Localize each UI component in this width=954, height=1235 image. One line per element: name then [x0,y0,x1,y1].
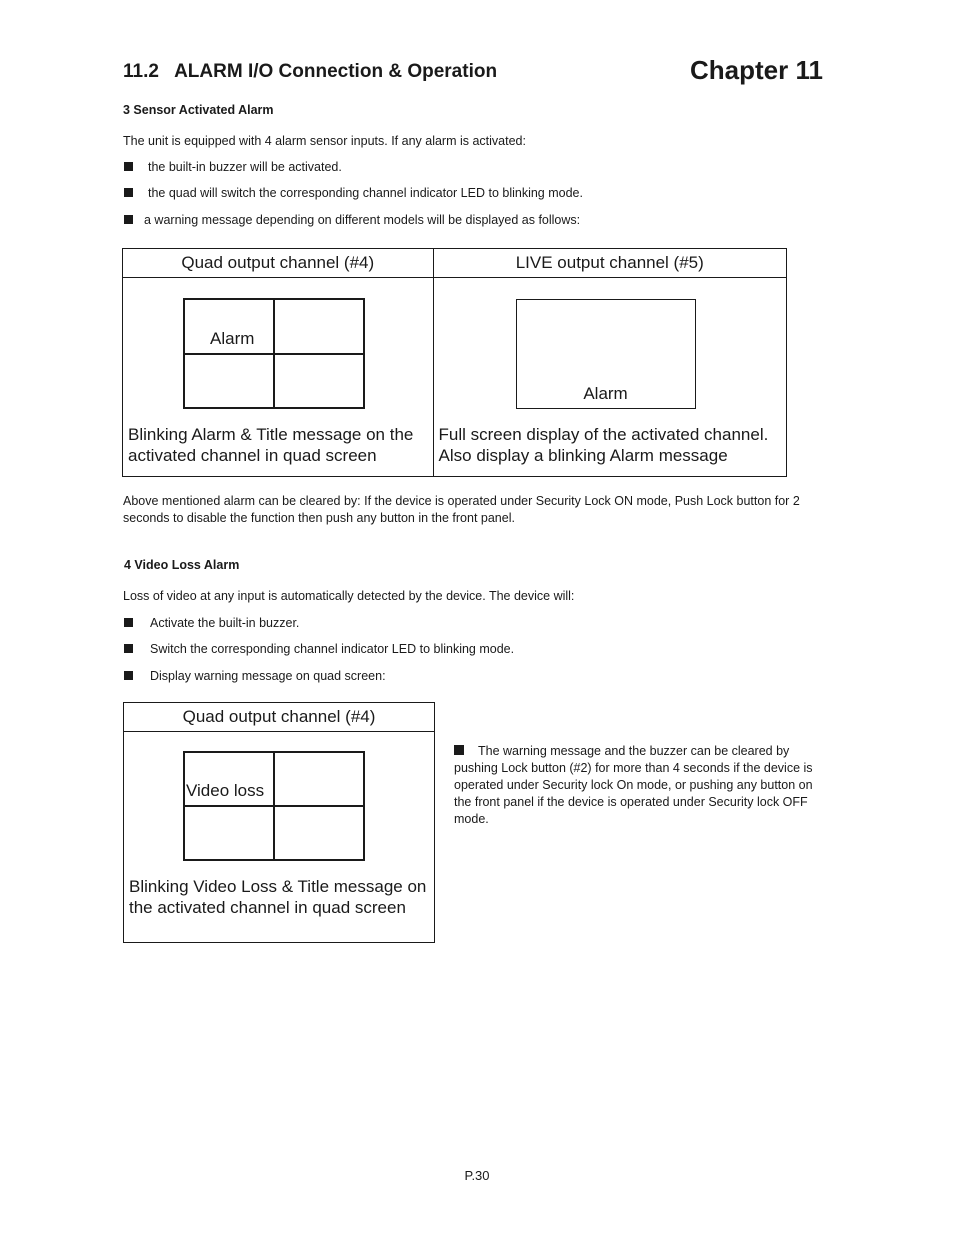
chapter-title: Chapter 11 [690,55,823,85]
video-loss-table [123,702,435,943]
bullet-square-icon [124,215,133,224]
quad-output-cell [123,278,434,477]
video-loss-intro: Loss of video at any input is automatically detected by the device. The device will: [123,589,575,603]
quad-output-caption: Blinking Alarm & Title message on the activated channel in quad screen [128,425,414,465]
video-loss-quad-header: Quad output channel (#4) [124,703,435,732]
full-screen-diagram [516,299,696,409]
video-loss-bullet-3: Display warning message on quad screen: [124,669,386,683]
sensor-bullet-1: the built-in buzzer will be activated. [124,160,342,174]
bullet-square-icon [124,644,133,653]
quad-screen-diagram [183,298,365,409]
video-loss-bullet-1: Activate the built-in buzzer. [124,616,299,630]
sensor-bullet-2: the quad will switch the corresponding channel indicator LED to blinking mode. [124,186,583,200]
sensor-alarm-table [122,248,787,477]
live-output-caption: Full screen display of the activated channel. Also display a blinking Alarm message [438,425,769,465]
full-alarm-label: Alarm [583,384,628,403]
video-loss-bullet-2: Switch the corresponding channel indicator LED to blinking mode. [124,642,514,656]
video-loss-side-note: The warning message and the buzzer can be cleared by pushing Lock button (#2) for more than 4 seconds if the device is operated under Security lock On mode, or pushing any button on the front panel if the device is operated under Security lock OFF mode. [454,744,813,826]
page-number: P.30 [464,1168,490,1183]
video-loss-quad-cell [124,732,435,943]
quad-alarm-label: Alarm [210,329,255,348]
alarm-clear-note: Above mentioned alarm can be cleared by: If the device is operated under Security Lock ON mode, Push Lock button for 2 seconds to disable the function then push any button in the front panel. [123,494,800,525]
live-output-header: LIVE output channel (#5) [433,249,786,278]
video-loss-caption: Blinking Video Loss & Title message on the activated channel in quad screen [129,877,427,917]
section-title: 11.2 ALARM I/O Connection & Operation [123,61,498,82]
video-loss-quad-diagram [183,751,365,861]
sensor-bullet-3: a warning message depending on different models will be displayed as follows: [124,213,580,227]
bullet-square-icon [124,188,133,197]
video-loss-heading: 4 Video Loss Alarm [124,558,240,572]
sensor-alarm-heading: 3 Sensor Activated Alarm [123,103,274,117]
live-output-cell [433,278,786,477]
bullet-square-icon [124,162,133,171]
quad-output-header: Quad output channel (#4) [123,249,434,278]
bullet-square-icon [454,745,464,755]
sensor-intro: The unit is equipped with 4 alarm sensor inputs. If any alarm is activated: [123,134,526,148]
video-loss-label: Video loss [186,781,265,800]
bullet-square-icon [124,671,133,680]
bullet-square-icon [124,618,133,627]
